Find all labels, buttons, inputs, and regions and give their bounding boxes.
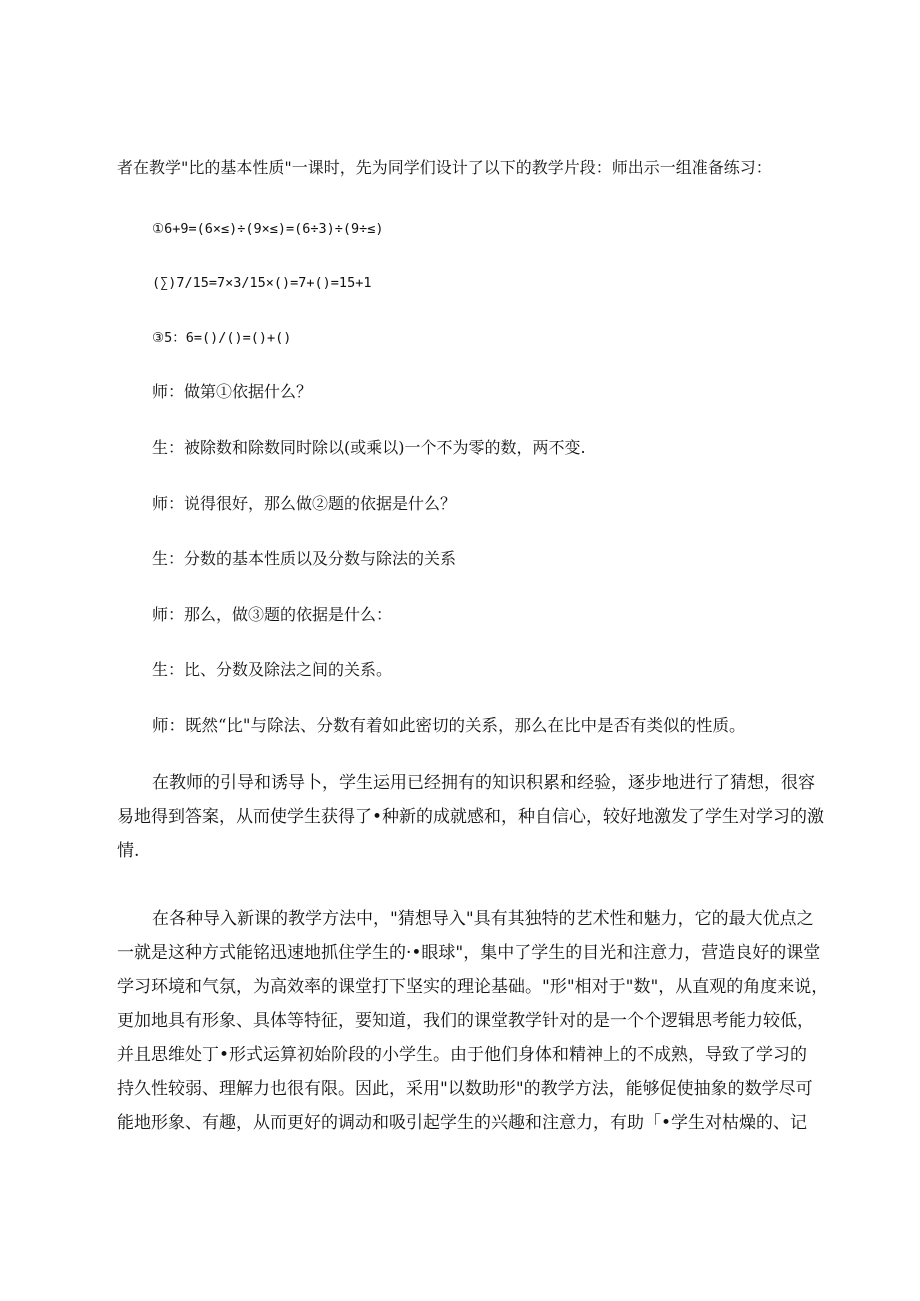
paragraph-line: 持久性较弱、理解力也很有限。因此，采用"以数助形"的教学方法，能够促使抽象的数学尽可 [117,1079,813,1099]
exercise-formula-1: ①6+9=(6×≤)÷(9×≤)=(6÷3)÷(9÷≤) [152,221,384,237]
dialog-student-1: 生：被除数和除数同时除以(或乘以)一个不为零的数，两不变. [152,438,586,457]
paragraph-line: 学习环境和气氛，为高效率的课堂打下坚实的理论基础。"形"相对于"数"，从直观的角度来说， [117,977,829,997]
dialog-student-3: 生：比、分数及除法之间的关系。 [152,660,393,679]
paragraph-line: 在教师的引导和诱导卜，学生运用已经拥有的知识积累和经验，逐步地进行了猜想，很容 [152,773,815,793]
dialog-teacher-1: 师：做第①依据什么？ [152,382,313,401]
dialog-student-2: 生：分数的基本性质以及分数与除法的关系 [152,549,457,568]
paragraph-line: 易地得到答案，从而使学生获得了•种新的成就感和，种自信心，较好地激发了学生对学习的激 [117,807,825,827]
paragraph-line: 更加地具有形象、具体等特征，要知道，我们的课堂教学针对的是一个个逻辑思考能力较低， [117,1011,814,1031]
paragraph-guess-introduction [117,902,829,1140]
exercise-formula-3: ③5：6=()/()=()+() [152,330,292,346]
dialog-teacher-3: 师：那么，做③题的依据是什么： [152,605,393,624]
dialog-teacher-4: 师：既然“比"与除法、分数有着如此密切的关系，那么在比中是否有类似的性质。 [152,716,746,735]
dialog-teacher-2: 师：说得很好，那么做②题的依据是什么？ [152,494,457,513]
intro-line: 者在教学"比的基本性质"一课时，先为同学们设计了以下的教学片段：师出示一组准备练习： [117,158,772,177]
paragraph-line: 并且思维处丁•形式运算初始阶段的小学生。由于他们身体和精神上的不成熟，导致了学习的 [117,1045,808,1065]
paragraph-line: 一就是这种方式能铭迅速地抓住学生的·•眼球"，集中了学生的目光和注意力，营造良好的课堂 [117,943,821,963]
paragraph-line: 能地形象、有趣，从而更好的调动和吸引起学生的兴趣和注意力，有助「•学生对枯燥的、记 [117,1113,808,1133]
paragraph-line: 情. [117,841,140,861]
paragraph-guided-guessing [117,766,825,868]
exercise-formula-2: (∑)7/15=7×3/15×()=7+()=15+1 [152,275,372,291]
paragraph-line: 在各种导入新课的教学方法中，"猜想导入"具有其独特的艺术性和魅力，它的最大优点之 [152,909,814,929]
